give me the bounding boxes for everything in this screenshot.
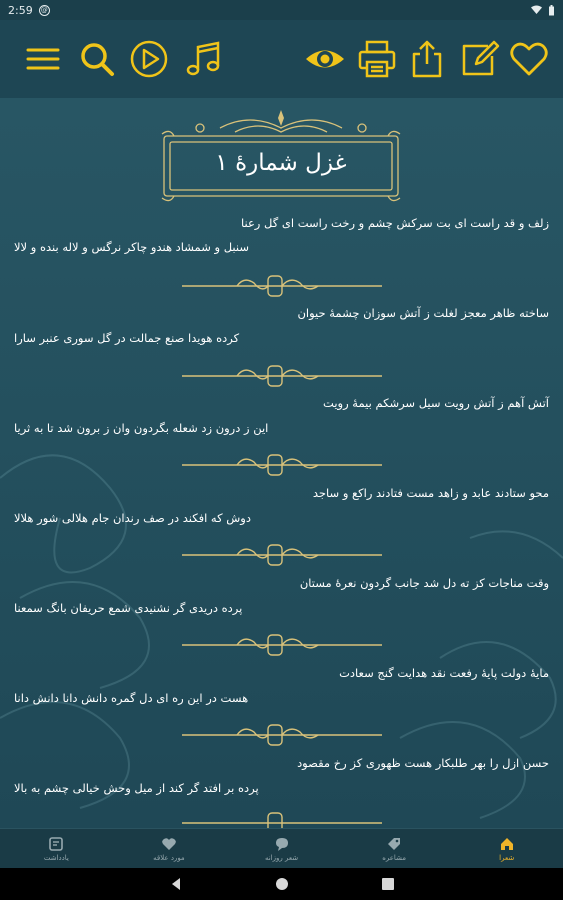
battery-icon xyxy=(548,5,555,16)
verse-line: هست در این ره ای دل گمره دانش دانا دانش دانا xyxy=(14,691,249,705)
verse-line: آتش آهم ز آتش رویت سیل سرشکم بیمهٔ رویت xyxy=(323,396,549,410)
verse-line: محو ستادند عابد و زاهد مست فتادند راکع و ساجد xyxy=(312,486,549,500)
heart-icon[interactable] xyxy=(508,38,550,80)
nav-item-favorites[interactable] xyxy=(113,829,226,868)
nav-label: یادداشت xyxy=(43,853,69,862)
system-nav-bar xyxy=(0,868,563,900)
poem-title: غزل شمارهٔ ۱ xyxy=(215,150,347,176)
nav-item-mosha-ere[interactable] xyxy=(338,829,451,868)
notification-icon: @ xyxy=(40,6,48,14)
bottom-nav xyxy=(0,828,563,868)
home-icon xyxy=(499,836,515,852)
poem-title-frame xyxy=(160,106,402,206)
couplet-divider xyxy=(182,810,382,828)
edit-icon[interactable] xyxy=(458,38,500,80)
verse-line: حسن ازل را بهر طلبکار هست ظهوری کز رخ مقصود xyxy=(297,756,549,770)
tag-icon xyxy=(386,836,402,852)
couplet-divider xyxy=(182,273,382,299)
verse-line: کرده هویدا صنع جمالت در گل سوری عنبر سارا xyxy=(14,331,240,345)
poem-content[interactable] xyxy=(0,98,563,828)
verse-line: پرده بر افتد گر کند از میل وحش خیالی چشم به بالا xyxy=(14,781,259,795)
status-bar xyxy=(0,0,563,20)
recents-icon[interactable] xyxy=(379,875,397,893)
couplet-divider xyxy=(182,722,382,748)
heart-icon xyxy=(161,836,177,852)
nav-label: شعر روزانه xyxy=(264,853,299,862)
print-icon[interactable] xyxy=(356,38,398,80)
couplet-divider xyxy=(182,363,382,389)
play-icon[interactable] xyxy=(128,38,170,80)
verse-line: این ز درون زد شعله بگردون وان ز برون شد تا به ثریا xyxy=(14,421,269,435)
eye-icon[interactable] xyxy=(304,38,346,80)
music-icon[interactable] xyxy=(182,38,224,80)
status-time: 2:59 xyxy=(8,3,33,17)
verse-line: زلف و قد راست ای بت سرکش چشم و رخت راست ای گل رعنا xyxy=(240,216,549,230)
chat-icon xyxy=(274,836,290,852)
verse-line: وقت مناجات کز ته دل شد جانب گردون نعرهٔ مستان xyxy=(299,576,549,590)
nav-item-poets[interactable] xyxy=(450,829,563,868)
verse-line: پرده دریدی گر نشنیدی شمع حریفان بانگ سمعنا xyxy=(14,601,243,615)
nav-label: مشاعره xyxy=(382,853,407,862)
note-icon xyxy=(48,836,64,852)
toolbar xyxy=(0,20,563,98)
menu-icon[interactable] xyxy=(22,38,64,80)
share-icon[interactable] xyxy=(406,38,448,80)
wifi-icon xyxy=(531,5,542,15)
back-icon[interactable] xyxy=(167,875,185,893)
couplet-divider xyxy=(182,542,382,568)
couplet-divider xyxy=(182,452,382,478)
nav-item-notes[interactable] xyxy=(0,829,113,868)
status-icons xyxy=(531,5,555,16)
home-button-icon[interactable] xyxy=(273,875,291,893)
verse-line: ساخته ظاهر معجز لغلت ز آتش سوزان چشمهٔ حیوان xyxy=(297,306,549,320)
verse-line: مایهٔ دولت پایهٔ رفعت نقد هدایت گنج سعادت xyxy=(339,666,549,680)
couplet-divider xyxy=(182,632,382,658)
search-icon[interactable] xyxy=(76,38,118,80)
verse-line: سنبل و شمشاد هندو چاکر نرگس و لاله بنده و لالا xyxy=(14,240,249,254)
verse-line: دوش که افکند در صف رندان جام هلالی شور هلالا xyxy=(14,511,251,525)
nav-label: مورد علاقه xyxy=(153,853,185,862)
nav-item-daily-poem[interactable] xyxy=(225,829,338,868)
nav-label: شعرا xyxy=(499,853,515,862)
